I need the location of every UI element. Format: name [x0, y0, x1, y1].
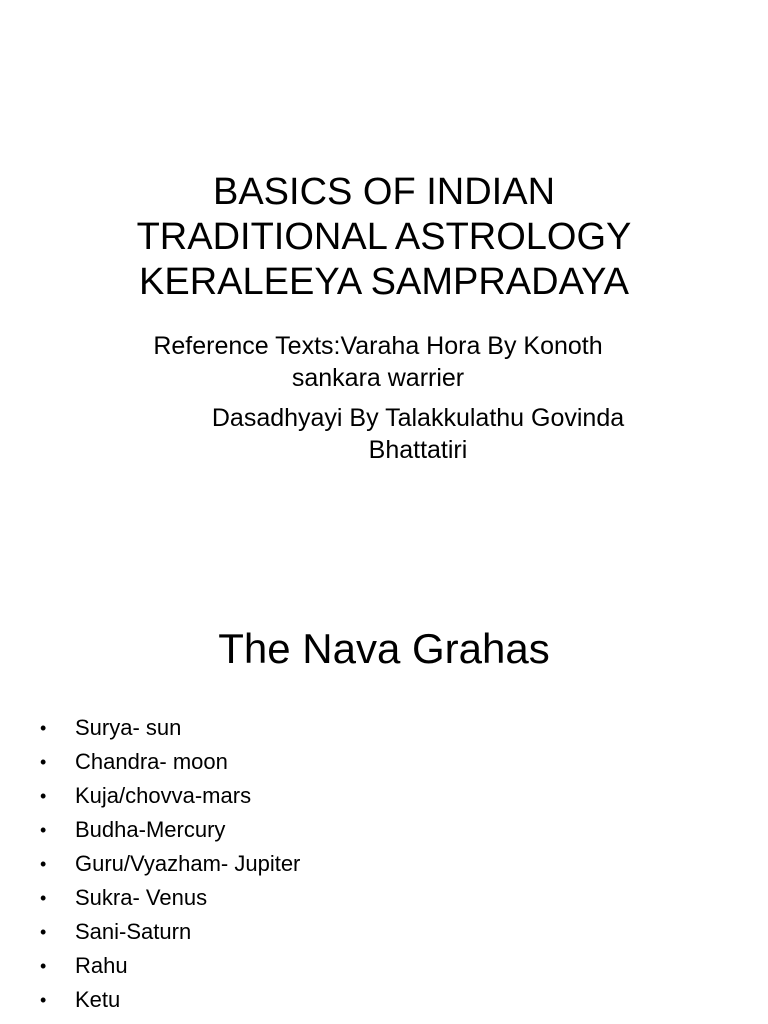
subtitle-line: Bhattatiri — [368, 436, 468, 464]
list-item — [40, 779, 300, 813]
title-line: KERALEEYA SAMPRADAYA — [139, 261, 629, 303]
list-item-text: Guru/Vyazham- Jupiter — [75, 851, 301, 876]
list-item — [40, 745, 300, 779]
slide-title-heading — [0, 170, 768, 305]
bullet-icon: • — [40, 990, 47, 1010]
bullet-icon: • — [40, 752, 47, 772]
bullet-icon: • — [40, 922, 47, 942]
list-item-text: Rahu — [75, 953, 128, 978]
title-line: BASICS OF INDIAN — [212, 171, 556, 213]
list-item-text: Kuja/chovva-mars — [75, 783, 252, 808]
bullet-icon: • — [40, 888, 47, 908]
list-item — [40, 847, 300, 881]
slide-nava-grahas — [0, 512, 768, 1024]
list-item-text: Sani-Saturn — [75, 919, 192, 944]
reference-text-varaha-hora — [0, 330, 762, 394]
reference-text-dasadhyayi — [34, 402, 768, 466]
slide-heading: The Nava Grahas — [218, 625, 550, 672]
list-item — [40, 813, 300, 847]
list-item-text: Surya- sun — [75, 715, 182, 740]
bullet-icon: • — [40, 854, 47, 874]
graha-list — [40, 711, 300, 1017]
list-item — [40, 881, 300, 915]
bullet-icon: • — [40, 820, 47, 840]
subtitle-line: Reference Texts:Varaha Hora By Konoth — [153, 332, 603, 360]
list-item-text: Ketu — [75, 987, 121, 1012]
title-line: TRADITIONAL ASTROLOGY — [136, 216, 632, 258]
bullet-icon: • — [40, 956, 47, 976]
list-item-text: Budha-Mercury — [75, 817, 226, 842]
bullet-icon: • — [40, 786, 47, 806]
list-item-text: Chandra- moon — [75, 749, 228, 774]
subtitle-line: Dasadhyayi By Talakkulathu Govinda — [211, 404, 625, 432]
list-item — [40, 949, 300, 983]
list-item — [40, 915, 300, 949]
list-item-text: Sukra- Venus — [75, 885, 208, 910]
list-item — [40, 711, 300, 745]
bullet-icon: • — [40, 718, 47, 738]
list-item — [40, 983, 300, 1017]
subtitle-line: sankara warrier — [291, 364, 465, 392]
